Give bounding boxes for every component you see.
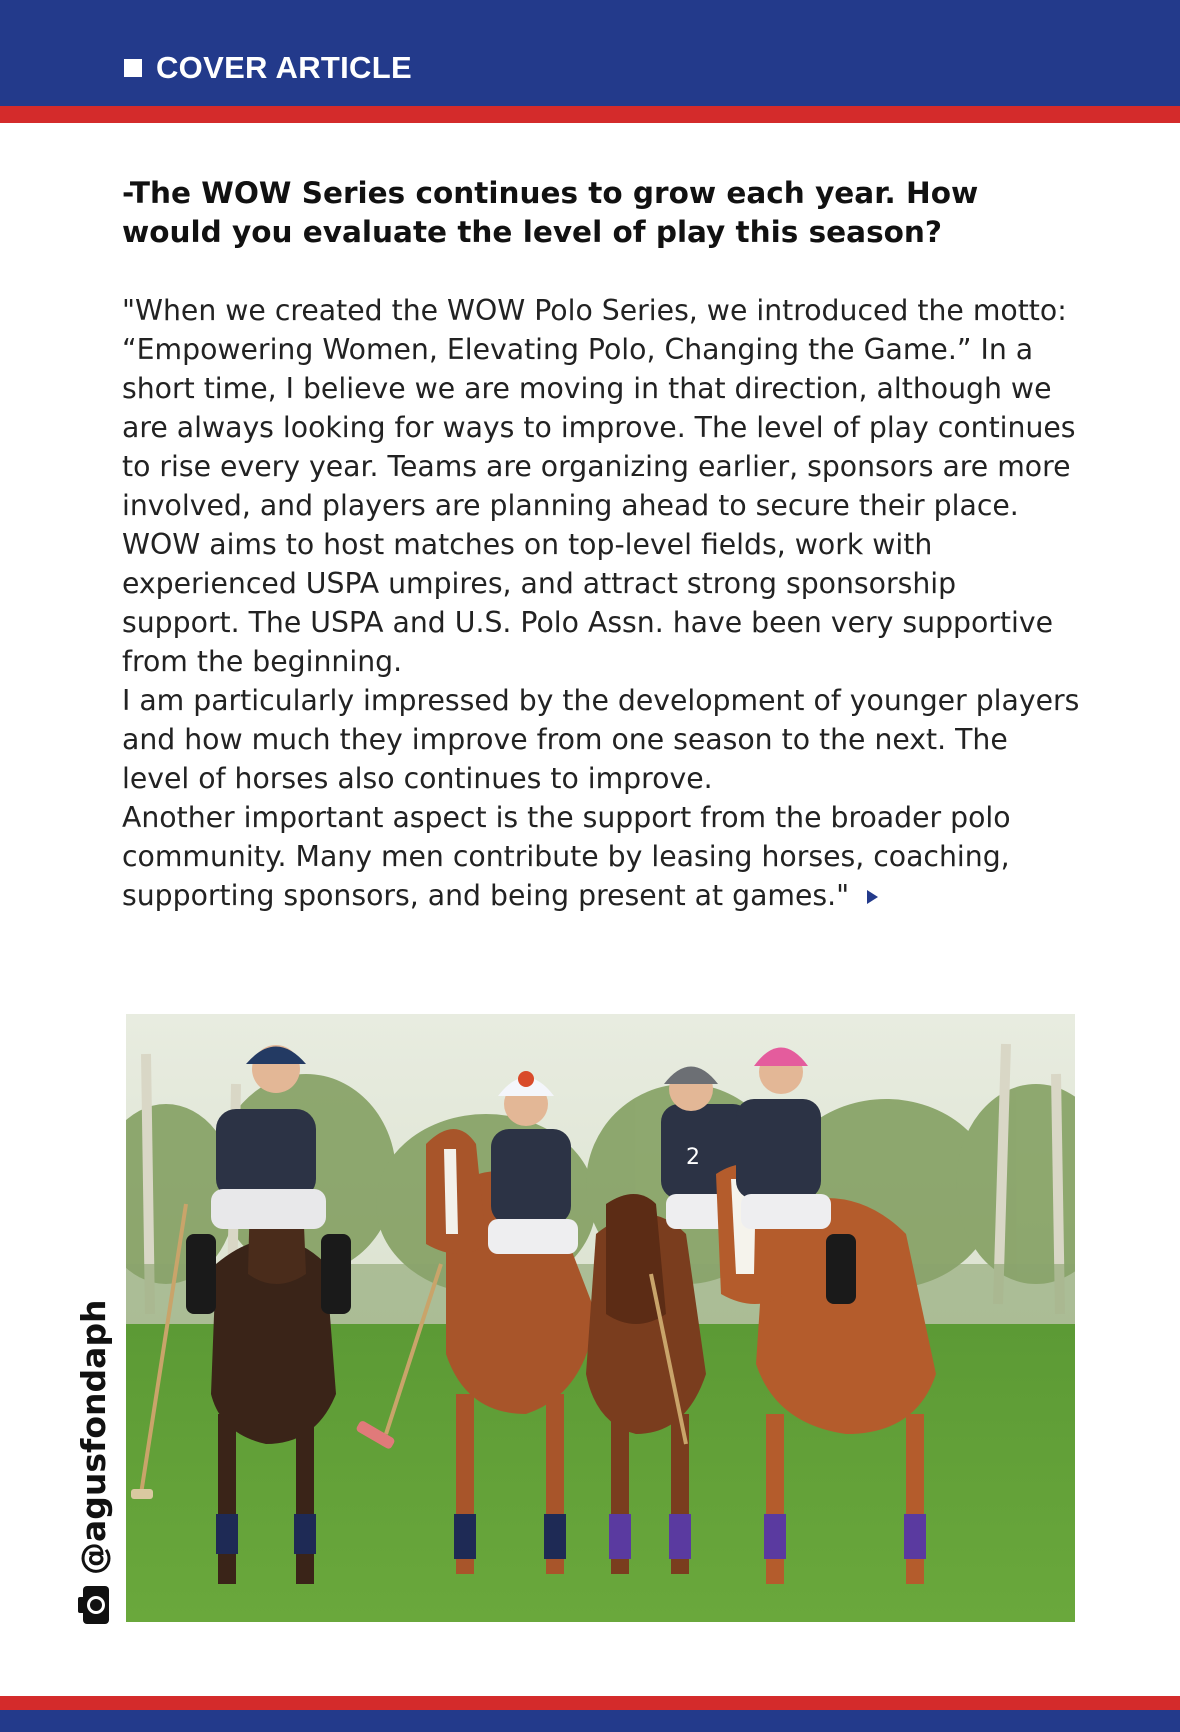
footer-stripe [0,1696,1180,1710]
end-of-article-icon [867,890,878,904]
camera-icon [76,1585,110,1625]
section-title: COVER ARTICLE [156,50,412,85]
interview-question: -The WOW Series continues to grow each year. How would you evaluate the level of play this season? [122,176,979,249]
polo-players-image [126,1014,1075,1622]
photo-credit-text: @agusfondaph [73,1299,113,1575]
header-stripe [0,106,1180,123]
answer-paragraph [122,798,1082,915]
answer-paragraph: I am particularly impressed by the development of younger players and how much they improve from one season to the next. The level of horses also continues to improve. [122,684,1080,795]
svg-text:2: 2 [686,1145,700,1170]
square-bullet-icon [124,59,142,77]
answer-paragraph: WOW aims to host matches on top-level fields, work with experienced USPA umpires, and attract strong sponsorship support. The USPA and U.S. Polo Assn. have been very supportive from the beginning. [122,528,1054,678]
answer-paragraph: "When we created the WOW Polo Series, we introduced the motto: “Empowering Women, Elevating Polo, Changing the Game.” In a short time, I believe we are moving in that direction, although we are always looking for ways to improve. The level of play continues to rise every year. Teams are organizing earlier, sponsors are more involved, and players are planning ahead to secure their place. [122,294,1076,522]
section-label [124,50,412,86]
polo-photo [126,1014,1075,1622]
answer-paragraph-text: Another important aspect is the support from the broader polo community. Many men contribute by leasing horses, coaching, supporting sponsors, and being present at games." [122,801,1011,912]
photo-credit [68,1125,118,1625]
interview-answer [122,291,1082,915]
footer-band [0,1710,1180,1732]
